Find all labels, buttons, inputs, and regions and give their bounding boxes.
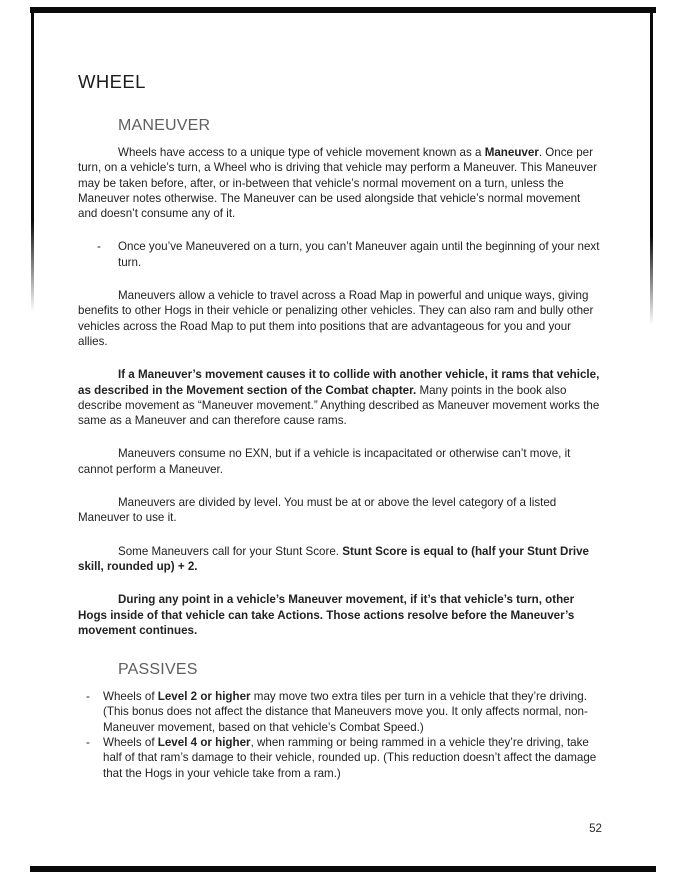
text-segment: Wheels of — [103, 736, 158, 750]
text-segment: Maneuvers are divided by level. You must be at or above the level category of a listed Maneuver to use it. — [78, 496, 557, 525]
scan-edge-left — [31, 7, 34, 312]
bullet-dash-marker: - — [97, 240, 101, 254]
bullet-list — [78, 239, 602, 270]
scan-edge-top — [30, 7, 656, 13]
list-item — [86, 689, 602, 735]
paragraph — [78, 446, 602, 477]
bullet-dash-marker: - — [86, 690, 90, 704]
text-segment: Some Maneuvers call for your Stunt Score. — [118, 544, 343, 558]
paragraph — [78, 495, 602, 526]
section-heading: PASSIVES — [118, 661, 198, 679]
bold-text-segment: Level 4 or higher — [157, 736, 251, 750]
text-segment: Maneuvers consume no EXN, but if a vehicle is incapacitated or otherwise can’t move, it cannot perform a Maneuver. — [78, 447, 571, 476]
page-number: 52 — [589, 822, 602, 835]
bullet-dash-marker: - — [86, 736, 90, 750]
text-segment: Wheels have access to a unique type of vehicle movement known as a — [118, 146, 485, 159]
bullet-list — [78, 689, 602, 781]
bold-text-segment: Maneuver — [484, 146, 539, 159]
text-segment: Wheels of — [103, 690, 158, 704]
bold-text-segment: If a Maneuver’s movement causes it to collide with another vehicle, it rams that vehicle, as described in the Movement section of the Combat chapter. — [78, 368, 600, 397]
list-item-text — [103, 690, 588, 734]
section-maneuver — [78, 116, 602, 638]
scan-edge-bottom — [30, 866, 656, 872]
page-content — [78, 70, 602, 799]
paragraph — [78, 592, 602, 638]
paragraph — [78, 145, 602, 221]
paragraph — [78, 288, 602, 349]
section-passives — [78, 660, 602, 781]
text-segment: , when ramming or being rammed in a vehicle they’re driving, take half of that ram’s damage to their vehicle, rounded up. (This reduction doesn’t affect the damage that the Hogs in your vehicle take from a ram.) — [103, 736, 597, 780]
text-segment: Maneuvers allow a vehicle to travel across a Road Map in powerful and unique ways, giving benefits to other Hogs in their vehicle or penalizing other vehicles. They can also ram and bully other vehicles across the Road Map to put them into positions that are advantageous for you and your allies. — [78, 289, 594, 348]
sections-container — [78, 116, 602, 781]
bold-text-segment: Level 2 or higher — [157, 690, 251, 704]
paragraph — [78, 367, 602, 428]
list-item — [86, 735, 602, 781]
section-heading: MANEUVER — [118, 117, 211, 134]
bold-text-segment: During any point in a vehicle’s Maneuver movement, if it’s that vehicle’s turn, other Hogs inside of that vehicle can take Actions. Those actions resolve before the Maneuver’s movement continues. — [78, 593, 575, 637]
list-item-text — [118, 240, 599, 268]
bold-text-segment: Stunt Score is equal to (half your Stunt Drive skill, rounded up) + 2. — [78, 544, 589, 573]
page-title: WHEEL — [78, 71, 146, 92]
text-segment: may move two extra tiles per turn in a vehicle that they’re driving. (This bonus does not affect the distance that Maneuvers move you. It only affects normal, non-Maneuver movement, based on that vehicle’s Combat Speed.) — [103, 690, 588, 734]
list-item — [97, 239, 602, 270]
scan-edge-right — [650, 7, 653, 325]
text-segment: . Once per turn, on a vehicle’s turn, a Wheel who is driving that vehicle may perform a Maneuver. This Maneuver may be taken before, after, or in-between that vehicle’s normal movement on a turn, unless the Maneuver notes otherwise. The Maneuver can be used alongside that vehicle’s normal movement and doesn’t consume any of it. — [78, 146, 597, 221]
text-segment: Many points in the book also describe movement as “Maneuver movement.” Anything described as Maneuver movement works the same as a Maneuver and can therefore cause rams. — [78, 383, 600, 428]
list-item-text — [103, 736, 596, 780]
text-segment: Once you’ve Maneuvered on a turn, you can’t Maneuver again until the beginning of your next turn. — [118, 240, 600, 269]
paragraph — [78, 544, 602, 575]
